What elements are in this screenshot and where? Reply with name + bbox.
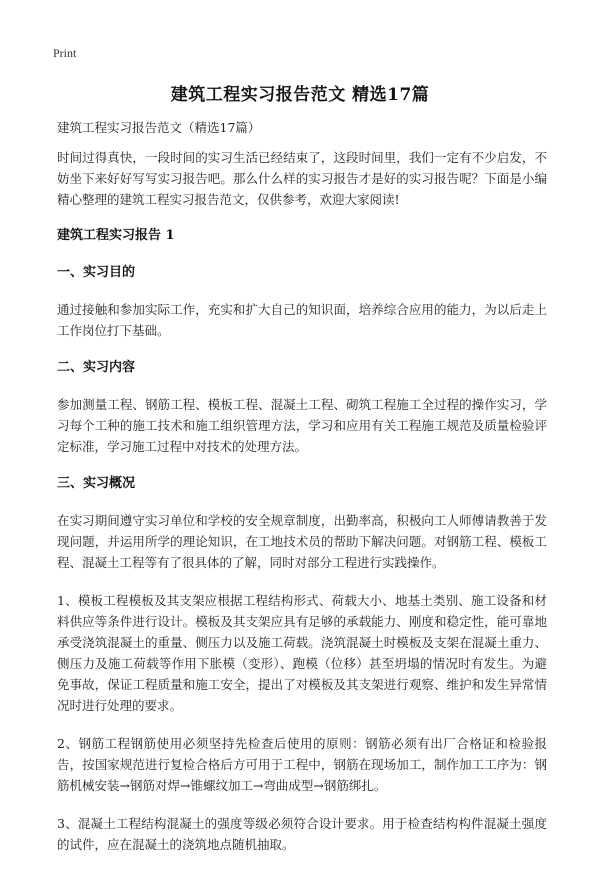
list-item: 1、模板工程模板及其支架应根据工程结构形式、荷载大小、地基土类别、施工设备和材料供应等条件进行设计。模板及其支架应具有足够的承载能力、刚度和稳定性，能可靠地承受浇筑混凝土的重量、侧压力以及施工荷载。浇筑混凝土时模板及支架在混凝土重力、侧压力及施工荷载等作用下胀模（变形）、跑模（位移）甚至坍塌的情况时有发生。为避免事故，保证工程质量和施工安全，提出了对模板及其支架进行观察、维护和发生异常情况时进行处理的要求。 — [57, 593, 547, 713]
section-text-purpose: 通过接触和参加实际工作，充实和扩大自己的知识面，培养综合应用的能力，为以后走上工作岗位打下基础。 — [57, 302, 547, 338]
list-item: 3、混凝土工程结构混凝土的强度等级必须符合设计要求。用于检查结构构件混凝土强度的试件，应在混凝土的浇筑地点随机抽取。 — [57, 816, 547, 852]
report-heading: 建筑工程实习报告 1 — [57, 228, 175, 243]
article-body — [57, 118, 547, 872]
section-heading-purpose: 一、实习目的 — [57, 265, 136, 280]
print-link[interactable]: Print — [53, 46, 77, 60]
section-heading-overview: 三、实习概况 — [57, 476, 136, 491]
section-heading-content: 二、实习内容 — [57, 360, 136, 375]
section-text-content: 参加测量工程、钢筋工程、模板工程、混凝土工程、砌筑工程施工全过程的操作实习，学习每个工种的施工技术和施工组织管理方法，学习和应用有关工程施工规范及质量检验评定标准，学习施工过程中对技术的处理方法。 — [57, 397, 547, 454]
list-item: 2、钢筋工程钢筋使用必须坚持先检查后使用的原则：钢筋必须有出厂合格证和检验报告，按国家规范进行复检合格后方可用于工程中，钢筋在现场加工，制作加工工序为：钢筋机械安装→钢筋对焊→锥螺纹加工→弯曲成型→钢筋绑扎。 — [57, 736, 547, 793]
article-subtitle: 建筑工程实习报告范文（精选17篇） — [57, 120, 261, 135]
page-title: 建筑工程实习报告范文 精选17篇 — [170, 85, 430, 105]
intro-paragraph: 时间过得真快，一段时间的实习生活已经结束了，这段时间里，我们一定有不少启发，不妨坐下来好好写写实习报告吧。那么什么样的实习报告才是好的实习报告呢？下面是小编精心整理的建筑工程实习报告范文，仅供参考，欢迎大家阅读! — [57, 150, 547, 207]
section-text-overview: 在实习期间遵守实习单位和学校的安全规章制度，出勤率高，积极向工人师傅请教善于发现问题，并运用所学的理论知识，在工地技术员的帮助下解决问题。对钢筋工程、模板工程、混凝土工程等有了很具体的了解，同时对部分工程进行实践操作。 — [57, 513, 547, 570]
